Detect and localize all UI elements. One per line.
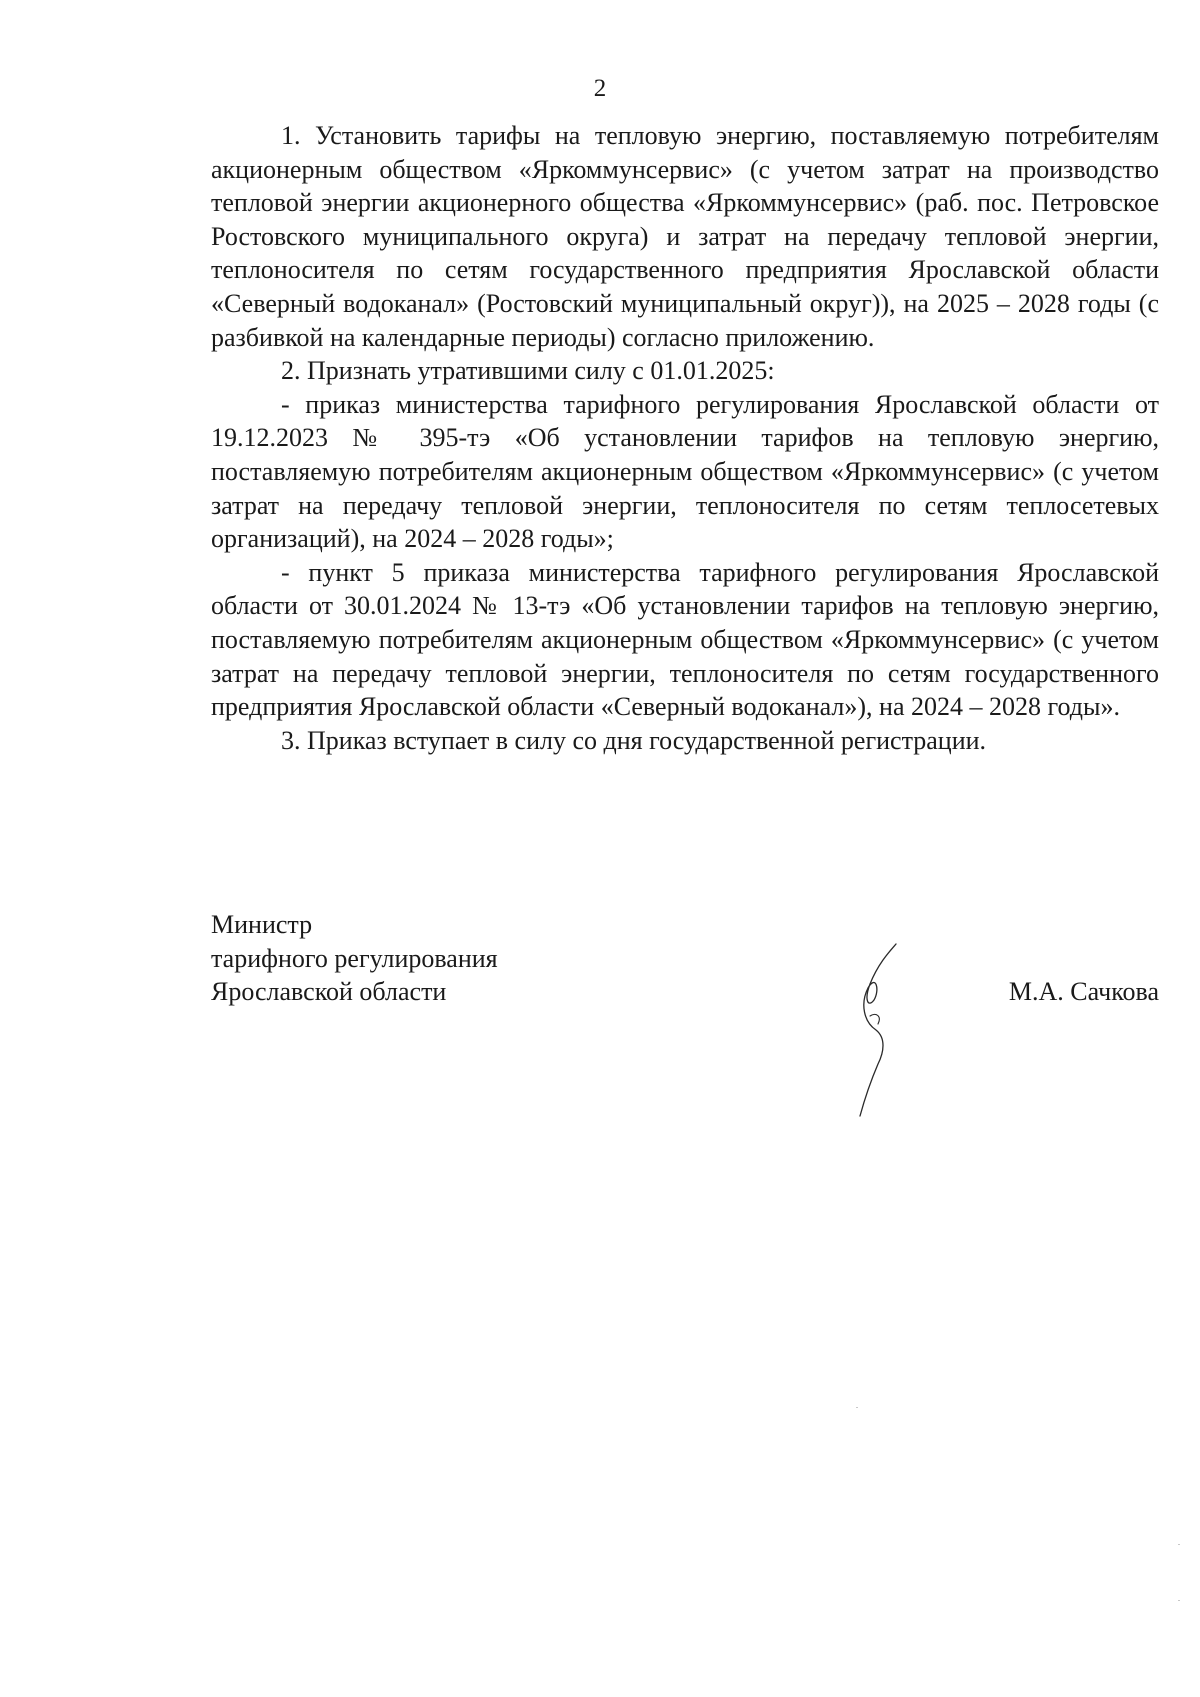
paragraph-1-set-tariffs: 1. Установить тарифы на тепловую энергию, поставляемую потребителям акционерным обществом «Яркоммунсервис» (с учетом затрат на производство тепловой энергии акционерного общества «Яркоммунсервис» (раб. пос. Петровское Ростовского муниципального округа) и затрат на передачу тепловой энергии, теплоносителя по сетям государственного предприятия Ярославской области «Северный водоканал» (Ростовский муниципальный округ)), на 2025 – 2028 годы (с разбивкой на календарные периоды) согласно приложению. <box>211 121 1159 352</box>
scan-speck <box>1178 1600 1180 1601</box>
order-body <box>211 119 1159 757</box>
signatory-title <box>211 908 498 1009</box>
signatory-title-line: Министр <box>211 910 313 939</box>
signatory-title-line: Ярославской области <box>211 977 447 1006</box>
scan-speck <box>856 1407 858 1408</box>
paragraph-repeal-item-1: - приказ министерства тарифного регулирования Ярославской области от 19.12.2023 № 395-тэ «Об установлении тарифов на тепловую энергию, поставляемую потребителям акционерным обществом «Яркоммунсервис» (с учетом затрат на передачу тепловой энергии, теплоносителя по сетям теплосетевых организаций), на 2024 – 2028 годы»; <box>211 389 1159 554</box>
signatory-title-line: тарифного регулирования <box>211 943 498 973</box>
signatory-name: М.А. Сачкова <box>1008 977 1159 1006</box>
paragraph-repeal-item-2: - пункт 5 приказа министерства тарифного регулирования Ярославской области от 30.01.2024 № 13-тэ «Об установлении тарифов на тепловую энергию, поставляемую потребителям акционерным обществом «Яркоммунсервис» (с учетом затрат на передачу тепловой энергии, теплоносителя по сетям государственного предприятия Ярославской области «Северный водоканал»), на 2024 – 2028 годы». <box>211 557 1159 722</box>
scan-speck <box>1178 1544 1180 1545</box>
paragraph-2-repeal: 2. Признать утратившими силу с 01.01.2025: <box>281 356 775 386</box>
signature-block <box>211 908 1159 1108</box>
paragraph-3-effective-date: 3. Приказ вступает в силу со дня государственной регистрации. <box>281 725 987 755</box>
handwritten-signature <box>856 942 916 1122</box>
page-number: 2 <box>593 75 607 102</box>
